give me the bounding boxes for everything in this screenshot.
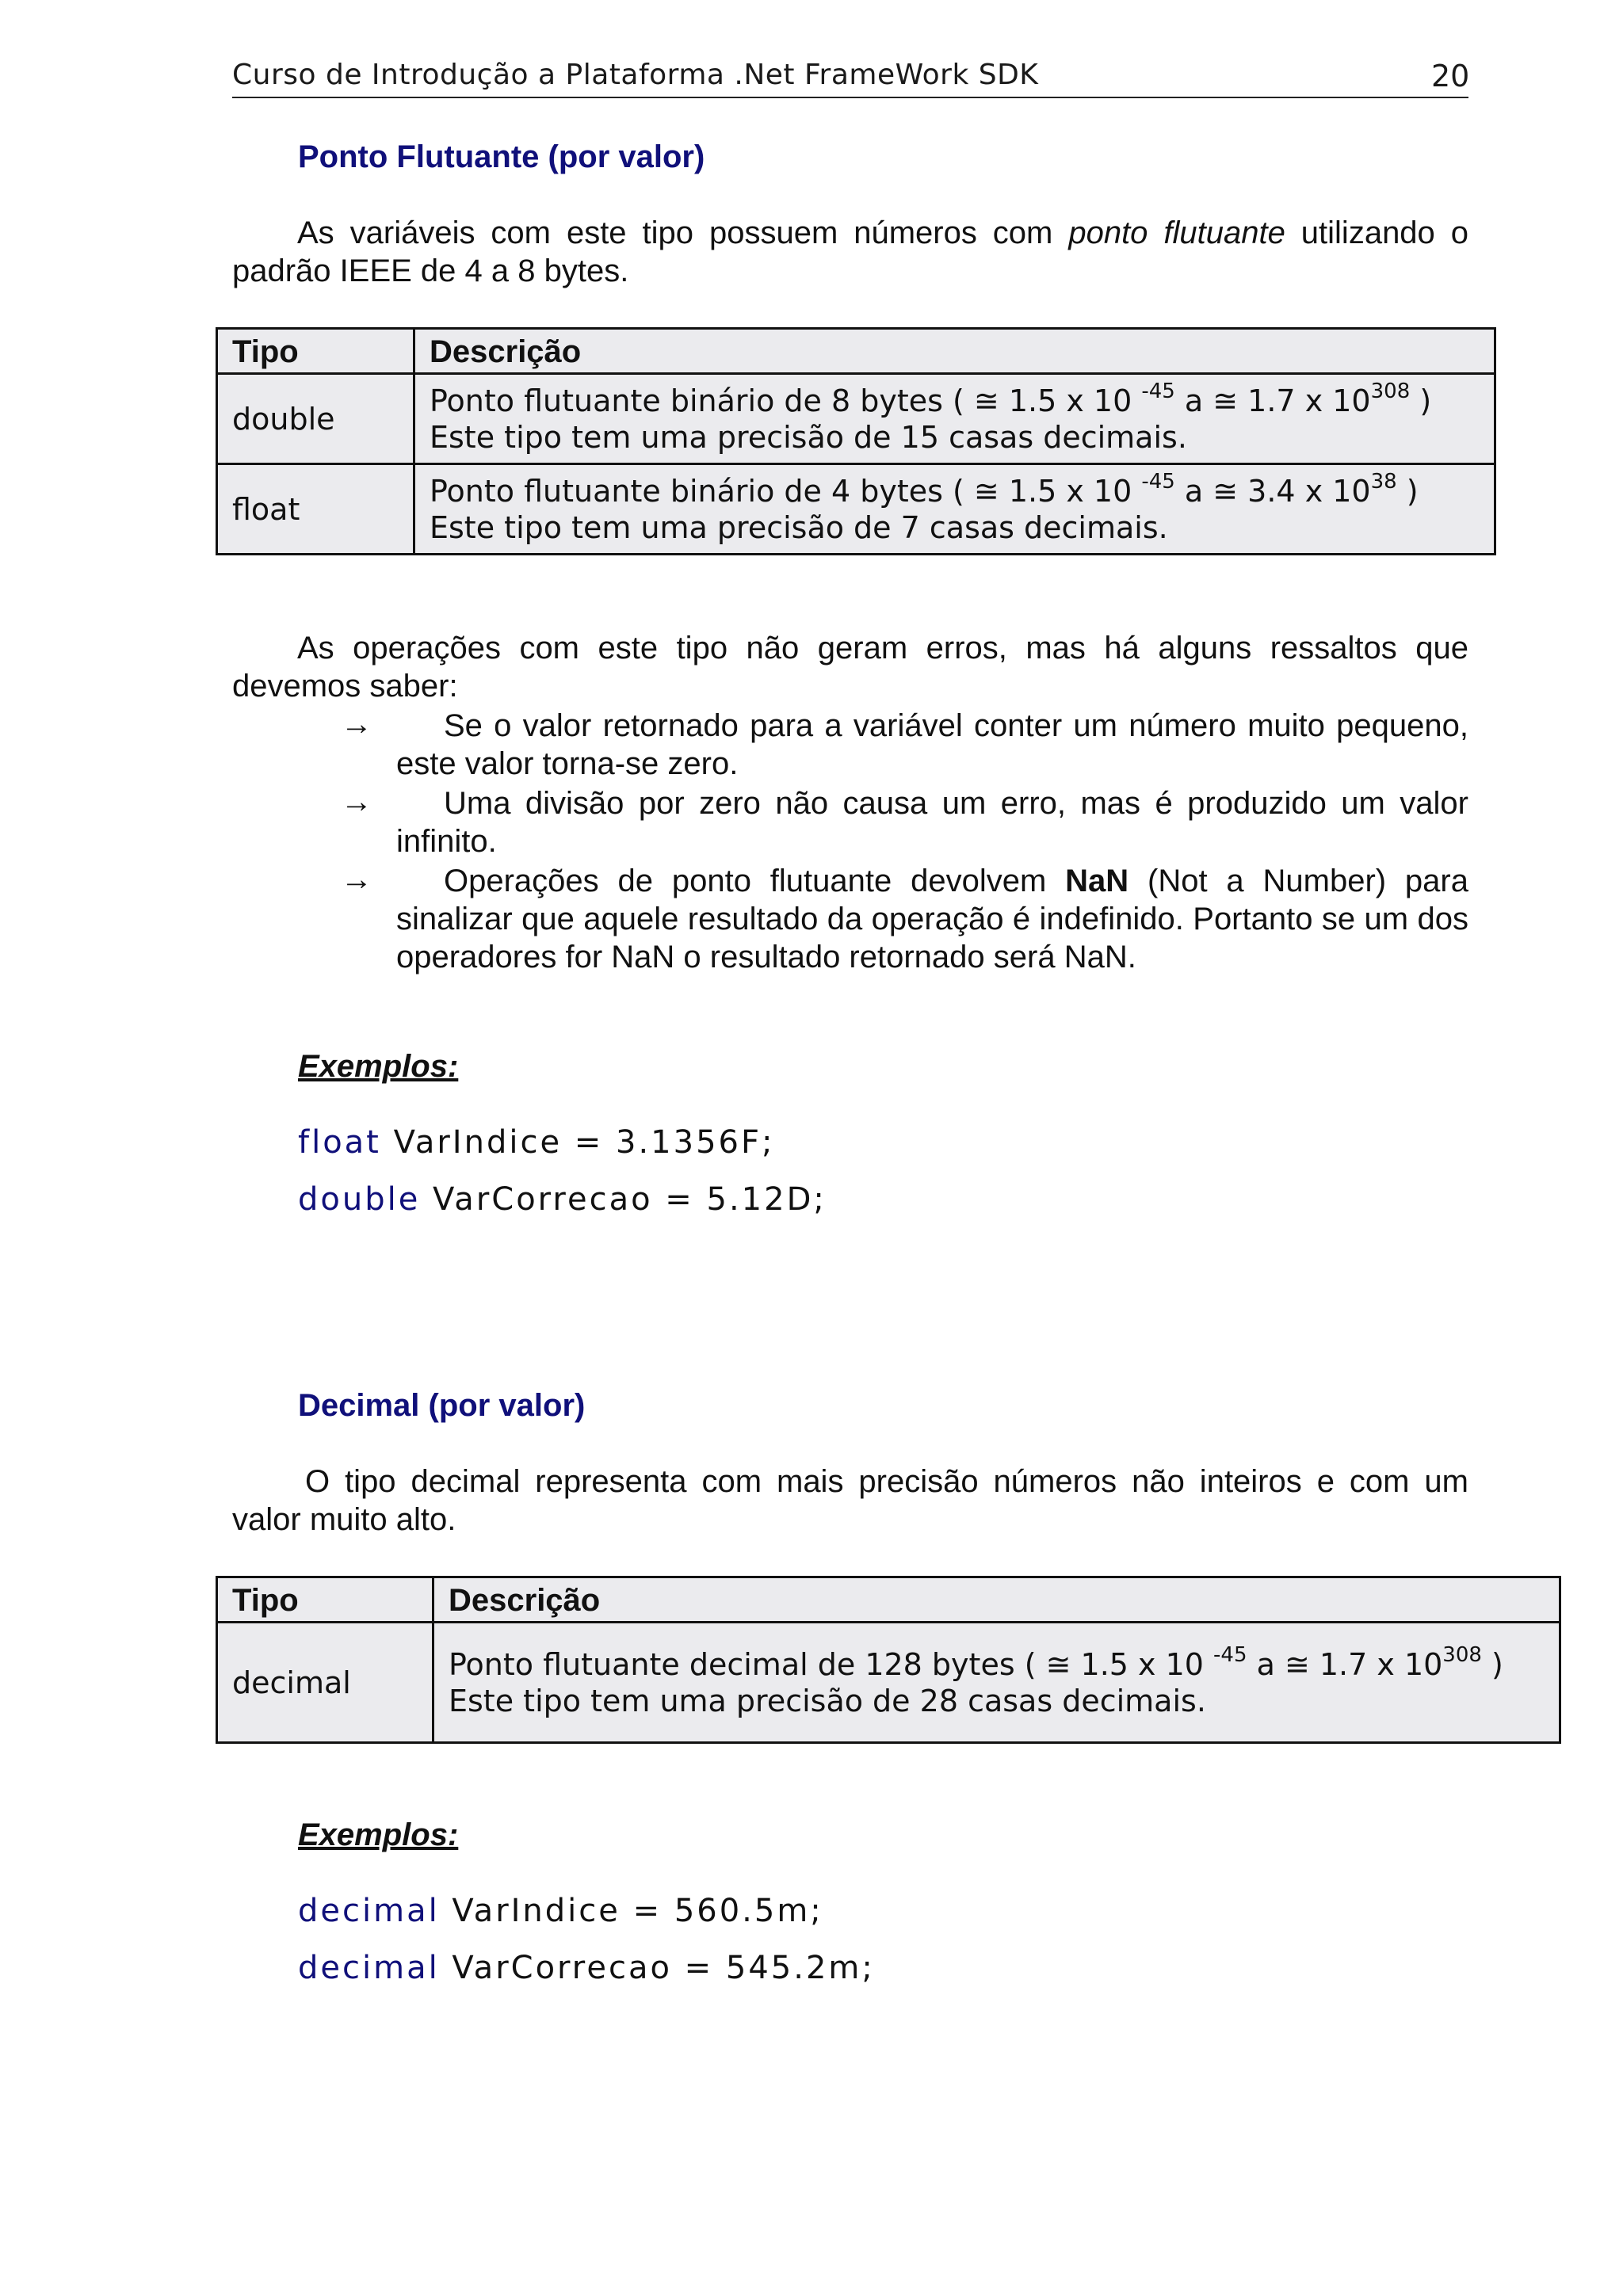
exponent: -45	[1213, 1642, 1247, 1667]
page-number: 20	[1431, 59, 1470, 93]
desc-text: Ponto flutuante binário de 8 bytes ( ≅ 1.5 x 10	[430, 383, 1142, 418]
desc-text: a ≅ 1.7 x 10	[1174, 383, 1371, 418]
list-item	[396, 862, 1468, 976]
code-line	[298, 1124, 774, 1161]
list-item-text: Se o valor retornado para a variável conter um número muito pequeno, este valor torna-se zero.	[396, 708, 1468, 781]
header-rule	[232, 97, 1468, 98]
running-header-title: Curso de Introdução a Plataforma .Net FrameWork SDK	[232, 59, 1039, 91]
type-cell: double	[217, 374, 414, 464]
decimal-intro	[232, 1463, 1468, 1539]
code-keyword: decimal	[298, 1893, 440, 1929]
examples-label: Exemplos:	[298, 1049, 459, 1084]
operations-intro-text: As operações com este tipo não geram erros, mas há alguns ressaltos que devemos saber:	[232, 631, 1468, 704]
list-item	[396, 707, 1468, 783]
exponent: 38	[1370, 469, 1397, 494]
nan-keyword: NaN	[1065, 864, 1129, 898]
exponent: -45	[1141, 469, 1175, 494]
table-row	[217, 464, 1495, 555]
list-item	[396, 784, 1468, 860]
desc-text: )	[1396, 473, 1419, 509]
col-header-description: Descrição	[433, 1577, 1560, 1623]
description-cell	[414, 464, 1495, 555]
arrow-bullet-icon: →	[341, 707, 372, 742]
code-line	[298, 1950, 875, 1986]
desc-text: )	[1481, 1646, 1503, 1682]
table-header-row	[217, 1577, 1560, 1623]
desc-text: Ponto flutuante binário de 4 bytes ( ≅ 1.5 x 10	[430, 473, 1142, 509]
col-header-description: Descrição	[414, 329, 1495, 374]
table-row	[217, 374, 1495, 464]
arrow-bullet-icon: →	[341, 784, 372, 819]
code-text: VarCorrecao = 545.2m;	[439, 1950, 875, 1986]
desc-text: a ≅ 1.7 x 10	[1247, 1646, 1443, 1682]
code-keyword: decimal	[298, 1950, 440, 1986]
code-line	[298, 1181, 827, 1218]
description-line	[430, 469, 1480, 509]
exponent: -45	[1141, 379, 1175, 403]
description-line: Este tipo tem uma precisão de 28 casas decimais.	[449, 1683, 1206, 1718]
section-heading-floating-point: Ponto Flutuante (por valor)	[298, 139, 705, 174]
code-text: VarCorrecao = 5.12D;	[420, 1181, 827, 1218]
col-header-type: Tipo	[217, 329, 414, 374]
code-keyword: float	[298, 1124, 381, 1161]
description-line: Este tipo tem uma precisão de 15 casas decimais.	[430, 419, 1187, 455]
list-item-text: (Not a Number) para sinalizar que aquele resultado da operação é indefinido. Portanto se um dos operadores for NaN o resultado retornado será NaN.	[396, 864, 1468, 974]
exponent: 308	[1442, 1642, 1482, 1667]
exponent: 308	[1370, 379, 1411, 403]
type-cell: float	[217, 464, 414, 555]
desc-text: )	[1410, 383, 1432, 418]
code-line	[298, 1893, 823, 1929]
decimal-intro-text: O tipo decimal representa com mais precisão números não inteiros e com um valor muito alto.	[232, 1464, 1468, 1537]
description-line	[449, 1642, 1545, 1683]
desc-text: a ≅ 3.4 x 10	[1174, 473, 1371, 509]
decimal-types-table	[216, 1576, 1561, 1744]
type-cell: decimal	[217, 1623, 433, 1743]
arrow-bullet-icon: →	[341, 862, 372, 897]
operations-intro	[232, 629, 1468, 705]
code-text: VarIndice = 3.1356F;	[380, 1124, 775, 1161]
description-line	[430, 379, 1480, 419]
description-cell	[433, 1623, 1560, 1743]
description-cell	[414, 374, 1495, 464]
table-row	[217, 1623, 1560, 1743]
code-text: VarIndice = 560.5m;	[439, 1893, 823, 1929]
intro-text-before: As variáveis com este tipo possuem números com	[297, 215, 1069, 250]
intro-text-italic: ponto flutuante	[1068, 215, 1285, 250]
intro-text-after: utilizando o padrão IEEE de 4 a 8 bytes.	[232, 215, 1469, 288]
list-item-text: Operações de ponto flutuante devolvem	[444, 864, 1066, 898]
section-heading-decimal: Decimal (por valor)	[298, 1388, 586, 1423]
examples-label: Exemplos:	[298, 1817, 459, 1852]
floating-point-intro	[232, 214, 1468, 290]
code-keyword: double	[298, 1181, 421, 1218]
desc-text: Ponto flutuante decimal de 128 bytes ( ≅ 1.5 x 10	[449, 1646, 1214, 1682]
floating-point-types-table	[216, 327, 1496, 555]
col-header-type: Tipo	[217, 1577, 433, 1623]
description-line: Este tipo tem uma precisão de 7 casas decimais.	[430, 509, 1168, 545]
list-item-text: Uma divisão por zero não causa um erro, mas é produzido um valor infinito.	[396, 786, 1468, 859]
table-header-row	[217, 329, 1495, 374]
